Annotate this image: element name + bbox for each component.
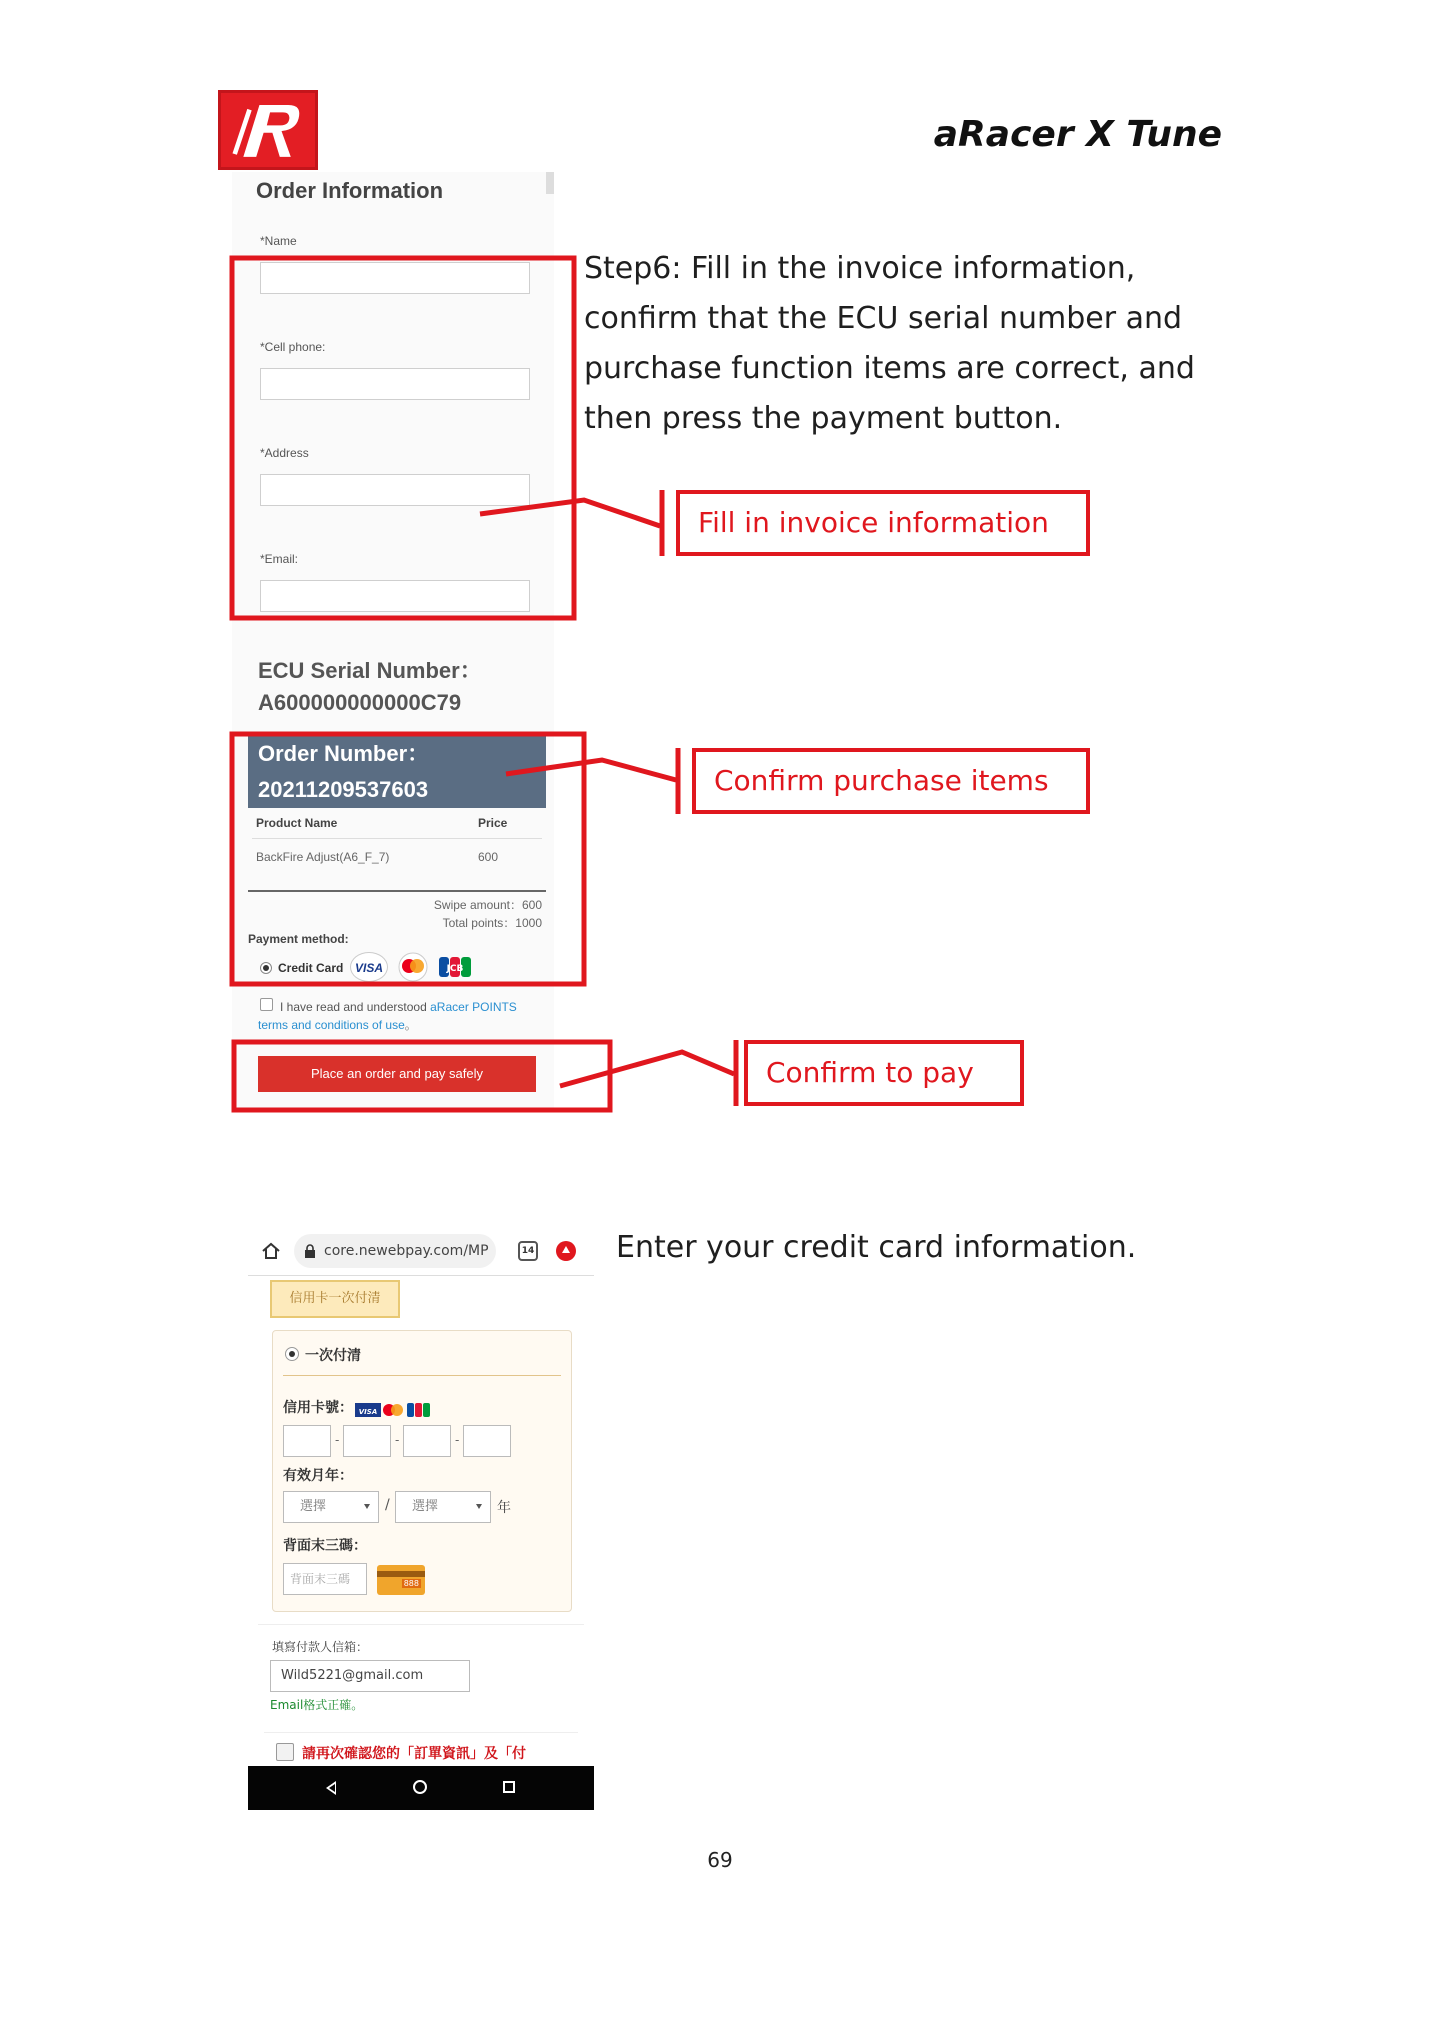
order-info-title: Order Information — [256, 178, 444, 203]
name-field[interactable] — [260, 262, 530, 294]
section-divider — [258, 1624, 584, 1625]
mastercard-icon — [396, 952, 430, 982]
android-nav-bar — [248, 1766, 594, 1810]
card-dash: - — [335, 1433, 340, 1447]
terms-text — [258, 998, 538, 1034]
expiry-slash: / — [385, 1497, 390, 1513]
invoice-callout: Fill in invoice information — [676, 490, 1090, 556]
expiry-year-select[interactable]: 選擇 — [395, 1491, 491, 1523]
card-back-icon — [377, 1565, 425, 1595]
jcb-icon — [438, 954, 472, 980]
payment-screenshot — [248, 1226, 594, 1810]
logo-r-mark — [221, 93, 315, 167]
card-dash: - — [395, 1433, 400, 1447]
lock-icon — [304, 1244, 316, 1258]
table-divider — [252, 838, 542, 839]
cvv-label: 背面末三碼： — [283, 1538, 367, 1554]
ecu-serial-label: ECU Serial Number： — [258, 658, 482, 683]
item-price: 600 — [478, 850, 499, 864]
confirm-order-checkbox[interactable] — [276, 1743, 294, 1761]
payment-method-label: Payment method: — [248, 932, 349, 946]
card-brands-icon — [355, 1401, 435, 1419]
payer-email-label: 填寫付款人信箱： — [272, 1640, 369, 1654]
aracer-logo — [218, 90, 318, 170]
ecu-serial-value: A600000000000C79 — [258, 690, 462, 715]
url-field[interactable]: core.newebpay.com/MP — [294, 1234, 496, 1268]
payer-email-field[interactable]: Wild5221@gmail.com — [270, 1660, 470, 1692]
cell-phone-field[interactable] — [260, 368, 530, 400]
brand-wordmark — [830, 104, 1230, 158]
address-label: *Address — [260, 446, 309, 460]
product-name-header: Product Name — [256, 816, 338, 830]
address-field[interactable] — [260, 474, 530, 506]
card-number-part-3[interactable] — [403, 1425, 451, 1457]
expiry-label: 有效月年： — [283, 1468, 353, 1484]
browser-update-icon[interactable] — [556, 1241, 576, 1261]
confirm-order-row — [264, 1732, 578, 1762]
terms-link[interactable]: aRacer POINTS terms and conditions of use — [258, 1000, 517, 1032]
tab-credit-card-once[interactable]: 信用卡一次付清 — [270, 1280, 400, 1318]
svg-text:VISA: VISA — [358, 1408, 378, 1416]
pay-callout: Confirm to pay — [744, 1040, 1024, 1106]
swipe-amount: Swipe amount：600 — [433, 898, 542, 912]
item-name: BackFire Adjust(A6_F_7) — [256, 850, 390, 864]
total-points: Total points：1000 — [442, 916, 542, 930]
card-number-part-1[interactable] — [283, 1425, 331, 1457]
order-number-value: 20211209537603 — [258, 777, 429, 802]
cell-phone-label: *Cell phone: — [260, 340, 326, 354]
order-screenshot — [232, 172, 554, 1112]
credit-card-label: Credit Card — [278, 961, 344, 975]
brand-wordmark-svg — [830, 104, 1230, 158]
year-suffix: 年 — [497, 1500, 511, 1516]
panel-divider — [283, 1375, 561, 1376]
credit-card-panel — [272, 1330, 572, 1612]
home-icon[interactable] — [260, 1240, 282, 1262]
pay-connector — [560, 1052, 734, 1086]
pay-once-label: 一次付清 — [305, 1348, 361, 1364]
card-instruction-text: Enter your credit card information. — [616, 1230, 1137, 1265]
card-number-label: 信用卡號： — [283, 1400, 353, 1416]
svg-text:JCB: JCB — [446, 964, 464, 974]
email-label: *Email: — [260, 552, 299, 566]
card-dash: - — [455, 1433, 460, 1447]
credit-card-radio[interactable] — [260, 962, 272, 974]
step6-instructions: Step6: Fill in the invoice information, confirm that the ECU serial number and purchase function items are correct, and then press the payment button. — [584, 251, 1195, 436]
place-order-button[interactable]: Place an order and pay safely — [258, 1056, 536, 1092]
browser-url-bar — [248, 1226, 594, 1276]
brand-text: aRacer X Tune — [933, 114, 1222, 155]
nav-back-icon[interactable] — [326, 1781, 336, 1795]
cvv-field[interactable]: 背面末三碼 — [283, 1563, 367, 1595]
pay-once-radio[interactable] — [285, 1347, 299, 1361]
price-header: Price — [478, 816, 508, 830]
name-label: *Name — [260, 234, 297, 248]
terms-suffix: 。 — [404, 1018, 417, 1032]
nav-home-icon[interactable] — [413, 1780, 427, 1794]
email-valid-status: Email格式正確。 — [270, 1698, 364, 1712]
email-field[interactable] — [260, 580, 530, 612]
purchase-callout: Confirm purchase items — [692, 748, 1090, 814]
expiry-month-select[interactable]: 選擇 — [283, 1491, 379, 1523]
visa-icon: VISA — [350, 952, 388, 982]
terms-prefix: I have read and understood — [280, 1000, 431, 1014]
scrollbar-thumb[interactable] — [546, 172, 554, 194]
order-number-label: Order Number： — [258, 741, 430, 766]
total-divider — [248, 890, 546, 892]
tabs-counter-icon[interactable]: 14 — [518, 1241, 538, 1261]
nav-recents-icon[interactable] — [503, 1781, 515, 1793]
card-number-part-2[interactable] — [343, 1425, 391, 1457]
card-number-part-4[interactable] — [463, 1425, 511, 1457]
confirm-order-text: 請再次確認您的「訂單資訊」及「付 — [302, 1746, 526, 1762]
order-number-header — [248, 732, 546, 808]
page-number: 69 — [707, 1848, 733, 1872]
